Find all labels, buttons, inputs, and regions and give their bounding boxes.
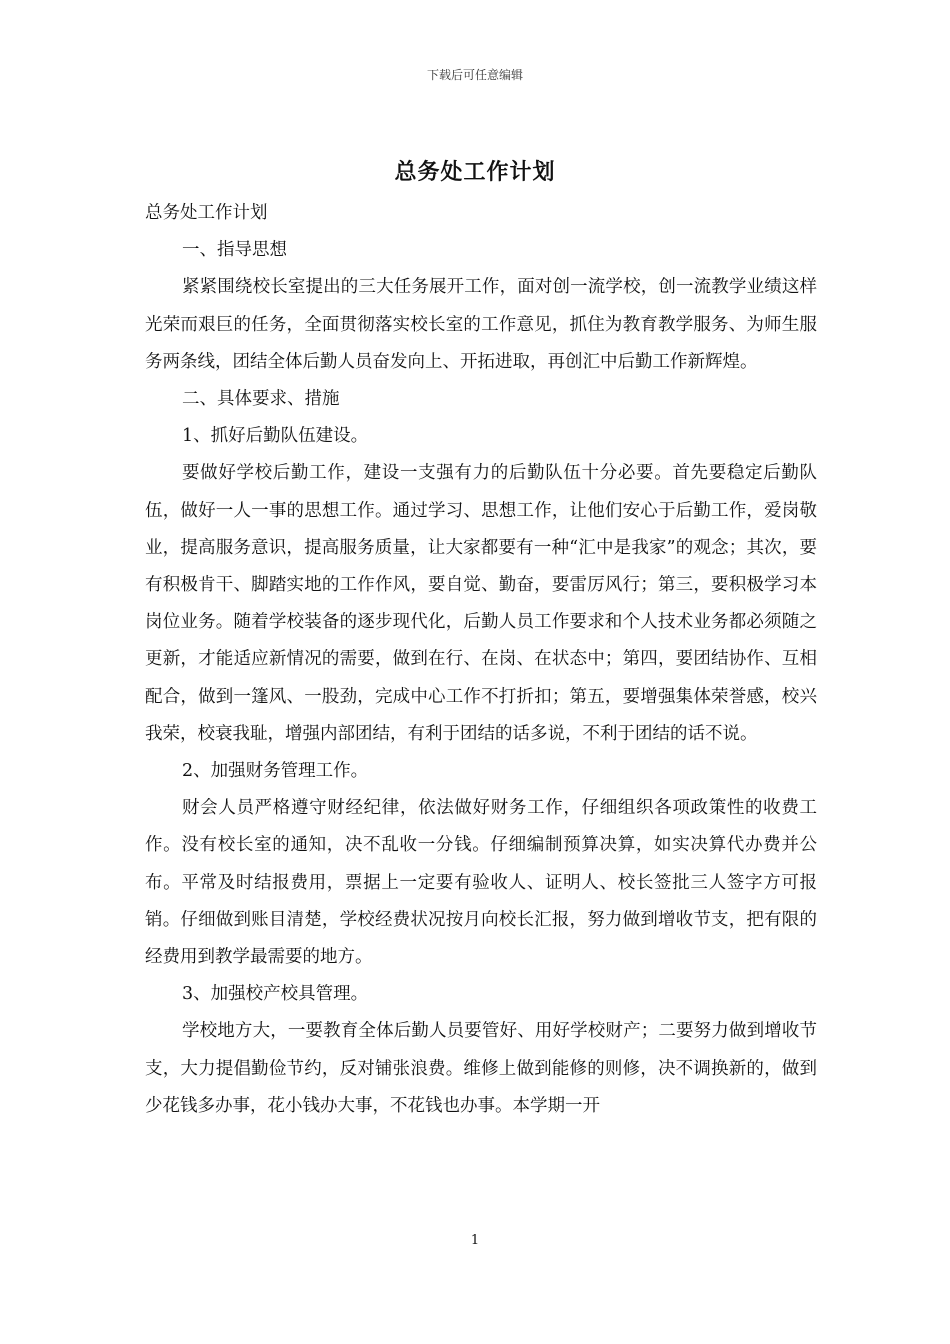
paragraph-finance: 财会人员严格遵守财经纪律，依法做好财务工作，仔细组织各项政策性的收费工作。没有校长室的通知，决不乱收一分钱。仔细编制预算决算，如实决算代办费并公布。平常及时结报费用，票据上一定要有验收人、证明人、校长签批三人签字方可报销。仔细做到账目清楚，学校经费状况按月向校长汇报，努力做到增收节支，把有限的经费用到教学最需要的地方。 bbox=[145, 798, 817, 968]
section-heading-guiding-ideology: 一、指导思想 bbox=[182, 240, 287, 261]
item-heading-assets: 3、加强校产校具管理。 bbox=[182, 984, 369, 1005]
item-heading-finance: 2、加强财务管理工作。 bbox=[182, 761, 369, 782]
document-title: 总务处工作计划 bbox=[394, 159, 556, 185]
document-subtitle: 总务处工作计划 bbox=[145, 203, 268, 223]
page-number: 1 bbox=[470, 1233, 480, 1248]
item-heading-team-building: 1、抓好后勤队伍建设。 bbox=[182, 426, 369, 447]
paragraph-team-building: 要做好学校后勤工作，建设一支强有力的后勤队伍十分必要。首先要稳定后勤队伍，做好一人一事的思想工作。通过学习、思想工作，让他们安心于后勤工作，爱岗敬业，提高服务意识，提高服务质量，让大家都要有一种“汇中是我家”的观念；其次，要有积极肯干、脚踏实地的工作作风，要自觉、勤奋，要雷厉风行；第三，要积极学习本岗位业务。随着学校装备的逐步现代化，后勤人员工作要求和个人技术业务都必须随之更新，才能适应新情况的需要，做到在行、在岗、在状态中；第四，要团结协作、互相配合，做到一篷风、一股劲，完成中心工作不打折扣；第五，要增强集体荣誉感，校兴我荣，校衰我耻，增强内部团结，有利于团结的话多说，不利于团结的话不说。 bbox=[145, 463, 817, 744]
paragraph-guiding-ideology: 紧紧围绕校长室提出的三大任务展开工作，面对创一流学校，创一流教学业绩这样光荣而艰巨的任务，全面贯彻落实校长室的工作意见，抓住为教育教学服务、为师生服务两条线，团结全体后勤人员奋发向上、开拓进取，再创汇中后勤工作新辉煌。 bbox=[145, 277, 817, 372]
section-heading-requirements: 二、具体要求、措施 bbox=[182, 389, 340, 410]
page-header: 下载后可任意编辑 bbox=[426, 68, 523, 82]
document-body bbox=[145, 195, 817, 1125]
paragraph-assets: 学校地方大，一要教育全体后勤人员要管好、用好学校财产；二要努力做到增收节支，大力提倡勤俭节约，反对铺张浪费。维修上做到能修的则修，决不调换新的，做到少花钱多办事，花小钱办大事，不花钱也办事。本学期一开 bbox=[145, 1021, 817, 1116]
